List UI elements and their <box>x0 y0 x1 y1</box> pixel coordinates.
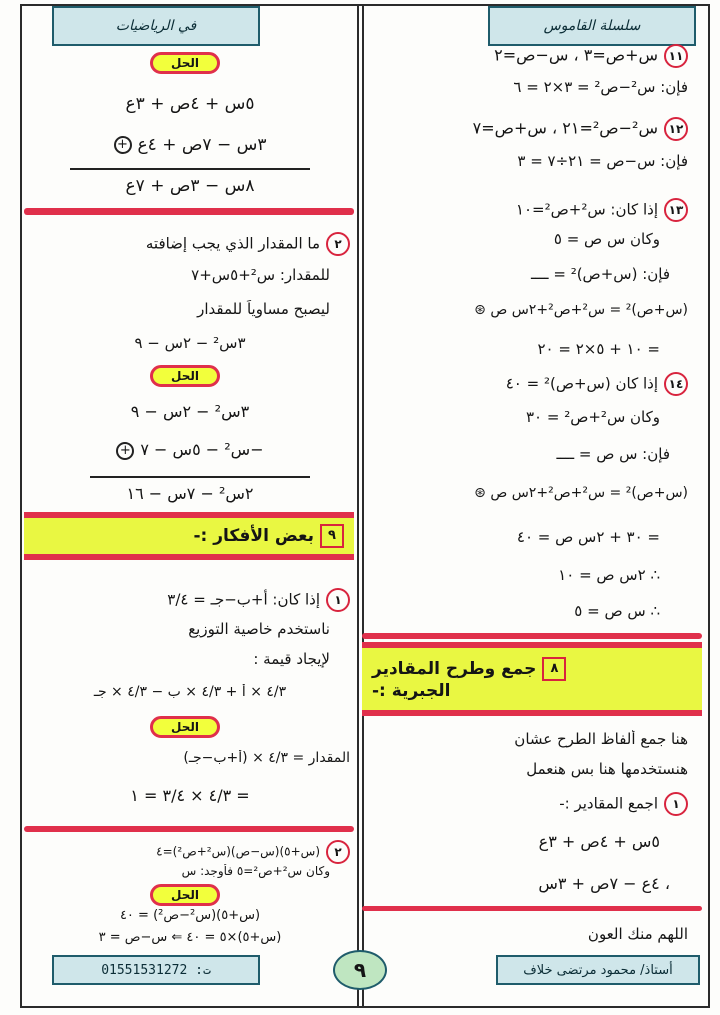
q13-line2: وكان س ص = ٥ <box>553 230 660 248</box>
section8-title-line1: ٨جمع وطرح المقادير <box>372 657 566 681</box>
q12-line2: فإن: س−ص = ٢١÷٧ = ٣ <box>517 152 688 170</box>
q13-line3: فإن: (س+ص)² = ــــ <box>531 265 670 283</box>
q2-line5: ٣س² − ٢س − ٩ <box>130 402 250 421</box>
column-divider <box>357 4 364 1008</box>
section9-band <box>24 512 354 560</box>
page-number: ٩ <box>333 950 387 990</box>
q2-number: ٢ <box>326 232 350 256</box>
footer-teacher: أستاذ/ محمود مرتضى خلاف <box>496 955 700 985</box>
idea2-line3: (س+٥)(س²−ص²) = ٤٠ <box>119 908 261 923</box>
sol1-line2: ٣س − ٧ص + ٤ع+ <box>30 135 350 155</box>
section8-band <box>362 642 702 716</box>
q13-number: ١٣ <box>664 198 688 222</box>
q14-line2: وكان س²+ص² = ٣٠ <box>525 408 660 426</box>
q11-number: ١١ <box>664 44 688 68</box>
section8-top-rule <box>362 633 702 639</box>
q12-line1: ١٢س²−ص²=٢١ ، س+ص=٧ <box>370 117 688 141</box>
q2-sum-rule <box>90 476 310 478</box>
q14-line7: ∴ س ص = ٥ <box>574 602 660 620</box>
q14-line6: ∴ ٢س ص = ١٠ <box>558 566 660 584</box>
plus-icon: + <box>116 442 134 460</box>
add-q1-line3: ، ٤ع − ٧ص + ٣س <box>538 874 670 893</box>
idea1-line5: المقدار = ٤/٣ × (أ+ب−جـ) <box>183 750 350 766</box>
q11-line2: فإن: س²−ص² = ٣×٢ = ٦ <box>513 78 688 96</box>
q14-line5: = ٣٠ + ٢س ص = ٤٠ <box>516 528 660 546</box>
solution-badge-2: الحل <box>150 365 220 387</box>
idea2-top-rule <box>24 826 354 832</box>
closing-rule <box>362 906 702 911</box>
solution-badge-1: الحل <box>150 52 220 74</box>
q11-line1: ١١س+ص=٣ ، س−ص=٢ <box>370 44 688 68</box>
footer-phone: ت: 01551531272 <box>52 955 260 985</box>
plus-icon: + <box>114 136 132 154</box>
header-left-title: في الرياضيات <box>52 6 260 46</box>
section9-number: ٩ <box>320 524 344 548</box>
section9-title: بعض الأفكار :- <box>193 526 314 546</box>
idea1-line4: ٤/٣ × أ + ٤/٣ × ب − ٤/٣ × جـ <box>93 684 287 700</box>
q2-top-rule <box>24 208 354 215</box>
q14-line1: ١٤إذا كان (س+ص)² = ٤٠ <box>370 372 688 396</box>
q12-number: ١٢ <box>664 117 688 141</box>
q2-line1: ٢ما المقدار الذي يجب إضافته <box>30 232 350 256</box>
sol1-sum-rule <box>70 168 310 170</box>
q2-line6: −س² − ٥س − ٧+ <box>30 440 350 460</box>
section8-number: ٨ <box>542 657 566 681</box>
q2-line7: ٢س² − ٧س − ١٦ <box>126 484 254 503</box>
q13-line4: (س+ص)² = س²+ص²+٢س ص ⊛ <box>474 302 688 318</box>
idea1-line3: لإيجاد قيمة : <box>253 650 330 668</box>
idea2-line4: (س+٥)×٥ = ٤٠ ⇐ س−ص = ٣ <box>98 930 282 945</box>
section8-title-line2: الجبرية :- <box>372 681 451 701</box>
sol1-line1: ٥س + ٤ص + ٣ع <box>125 94 255 114</box>
add-q1-number: ١ <box>664 792 688 816</box>
idea1-number: ١ <box>326 588 350 612</box>
add-q1-line2: ٥س + ٤ص + ٣ع <box>538 832 660 851</box>
q14-line4: (س+ص)² = س²+ص²+٢س ص ⊛ <box>474 485 688 501</box>
add-q1-line1: ١اجمع المقادير :- <box>370 792 688 816</box>
header-right-title: سلسلة القاموس <box>488 6 696 46</box>
section8-intro-line1: هنا جمع ألفاظ الطرح عشان <box>514 730 688 748</box>
idea2-line1: ٢(س+٥)(س−ص)(س²+ص²)=٤ <box>30 840 350 864</box>
solution-badge-3: الحل <box>150 716 220 738</box>
idea1-line6: = ٤/٣ × ٣/٤ = ١ <box>130 786 250 805</box>
section8-intro-line2: هنستخدمها هنا بس هنعمل <box>526 760 688 778</box>
q2-line3: ليصبح مساوياً للمقدار <box>197 300 330 318</box>
q13-line5: = ١٠ + ٥×٢ = ٢٠ <box>537 340 660 358</box>
solution-badge-4: الحل <box>150 884 220 906</box>
idea2-line2: وكان س²+ص²=٥ فأوجد: س <box>181 864 330 878</box>
q14-number: ١٤ <box>664 372 688 396</box>
q2-line2: للمقدار: س²+٥س+٧ <box>191 266 330 284</box>
q14-line3: فإن: س ص = ــــ <box>556 445 670 463</box>
q2-line4: ٣س² − ٢س − ٩ <box>134 334 246 352</box>
idea1-line2: ناستخدم خاصية التوزيع <box>188 620 330 638</box>
q13-line1: ١٣إذا كان: س²+ص²=١٠ <box>370 198 688 222</box>
idea1-line1: ١إذا كان: أ+ب−جـ = ٣/٤ <box>30 588 350 612</box>
sol1-line3: ٨س − ٣ص + ٧ع <box>125 176 255 196</box>
idea2-number: ٢ <box>326 840 350 864</box>
closing-prayer: اللهم منك العون <box>587 925 688 943</box>
